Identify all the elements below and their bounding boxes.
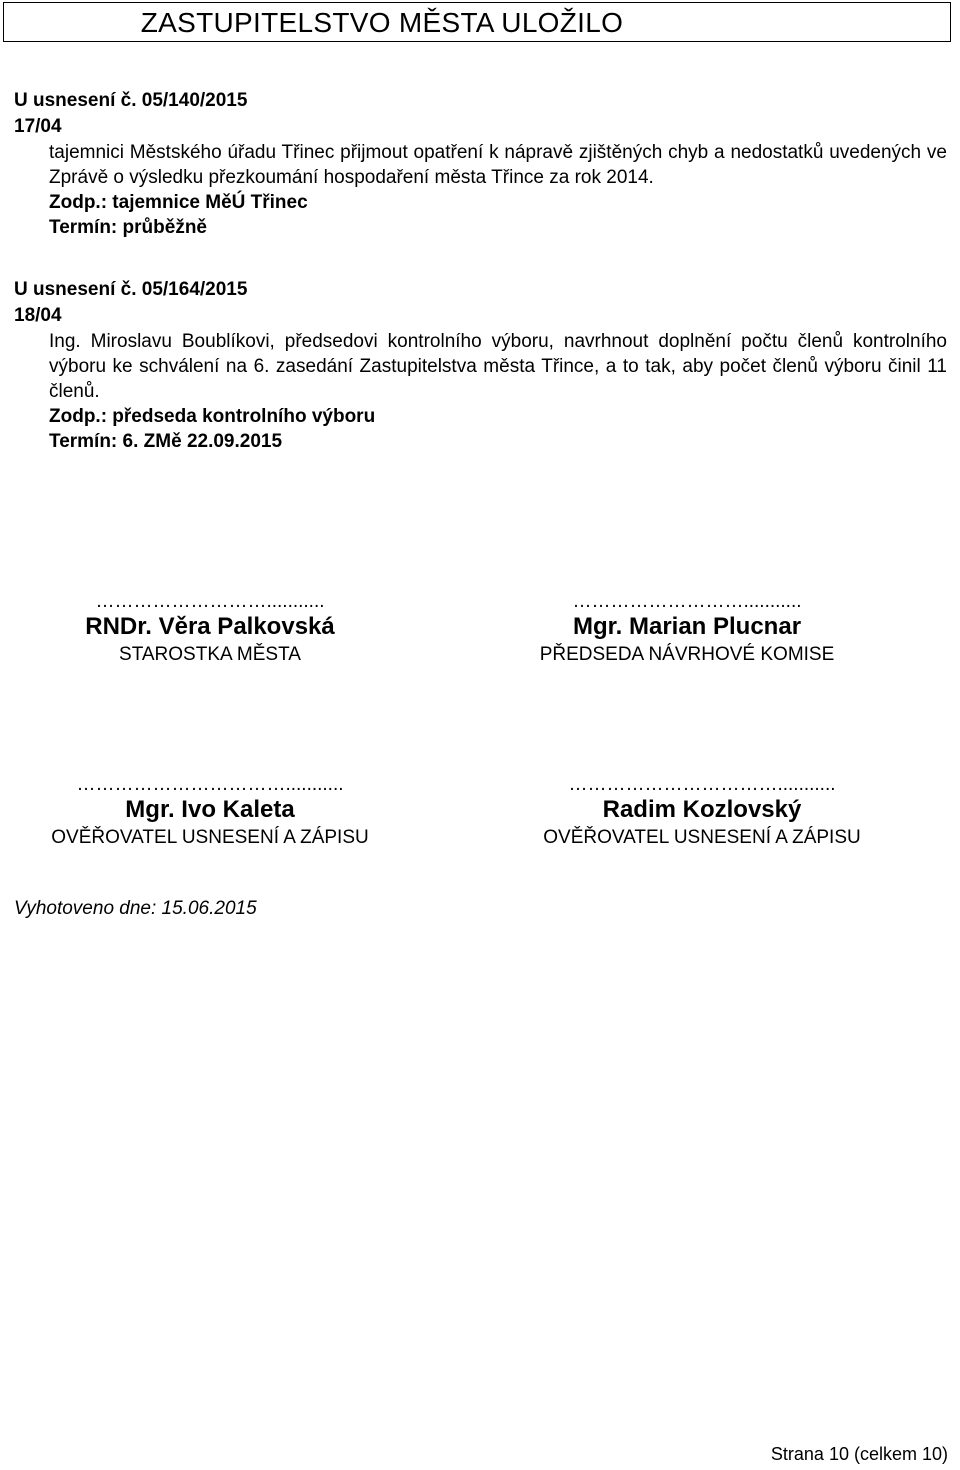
signature-line: ……………………………...........: [568, 774, 836, 795]
signature-line: ………………………...........: [572, 591, 802, 612]
header-box: [3, 2, 951, 42]
signatory-role: OVĚŘOVATEL USNESENÍ A ZÁPISU: [543, 827, 861, 848]
signatory-role: STAROSTKA MĚSTA: [119, 644, 301, 665]
signatory-name: Mgr. Ivo Kaleta: [125, 796, 295, 823]
resolution-number: 18/04: [14, 305, 62, 326]
signature-block-verifier-2: [502, 775, 902, 851]
signature-block-mayor: [10, 592, 410, 668]
resolution-block: [14, 277, 954, 454]
signatory-name: Radim Kozlovský: [602, 796, 802, 823]
resolution-text: [49, 329, 947, 454]
signature-block-verifier-1: [10, 775, 410, 851]
signatory-role: OVĚŘOVATEL USNESENÍ A ZÁPISU: [51, 827, 369, 848]
resolution-responsible: Zodp.: tajemnice MěÚ Třinec: [49, 192, 308, 213]
created-date: Vyhotoveno dne: 15.06.2015: [14, 898, 257, 919]
resolution-deadline: Termín: průběžně: [49, 217, 207, 238]
signature-line: ………………………...........: [95, 591, 325, 612]
signatory-name: RNDr. Věra Palkovská: [85, 613, 335, 640]
resolution-heading: U usnesení č. 05/164/2015: [14, 279, 248, 300]
resolution-body: tajemnici Městského úřadu Třinec přijmout opatření k nápravě zjištěných chyb a nedostatků uvedených ve Zprávě o výsledku přezkoumání hospodaření města Třince za rok 2014.: [49, 142, 947, 188]
signatory-name: Mgr. Marian Plucnar: [572, 613, 802, 640]
resolution-responsible: Zodp.: předseda kontrolního výboru: [49, 406, 376, 427]
page-number: Strana 10 (celkem 10): [770, 1444, 948, 1464]
document-title: ZASTUPITELSTVO MĚSTA ULOŽILO: [140, 7, 624, 38]
resolution-heading: U usnesení č. 05/140/2015: [14, 90, 248, 111]
signature-line: ……………………………...........: [76, 774, 344, 795]
resolution-deadline: Termín: 6. ZMě 22.09.2015: [49, 431, 283, 452]
resolution-body: Ing. Miroslavu Boublíkovi, předsedovi kontrolního výboru, navrhnout doplnění počtu členů kontrolního výboru ke schválení na 6. zasedání Zastupitelstva města Třince, a to tak, aby počet členů výboru činil 11 členů.: [49, 331, 947, 402]
signature-block-committee-chair: [487, 592, 887, 668]
resolution-block: [14, 88, 954, 240]
signatory-role: PŘEDSEDA NÁVRHOVÉ KOMISE: [539, 644, 835, 665]
resolution-number: 17/04: [14, 116, 62, 137]
resolution-text: [49, 140, 947, 240]
